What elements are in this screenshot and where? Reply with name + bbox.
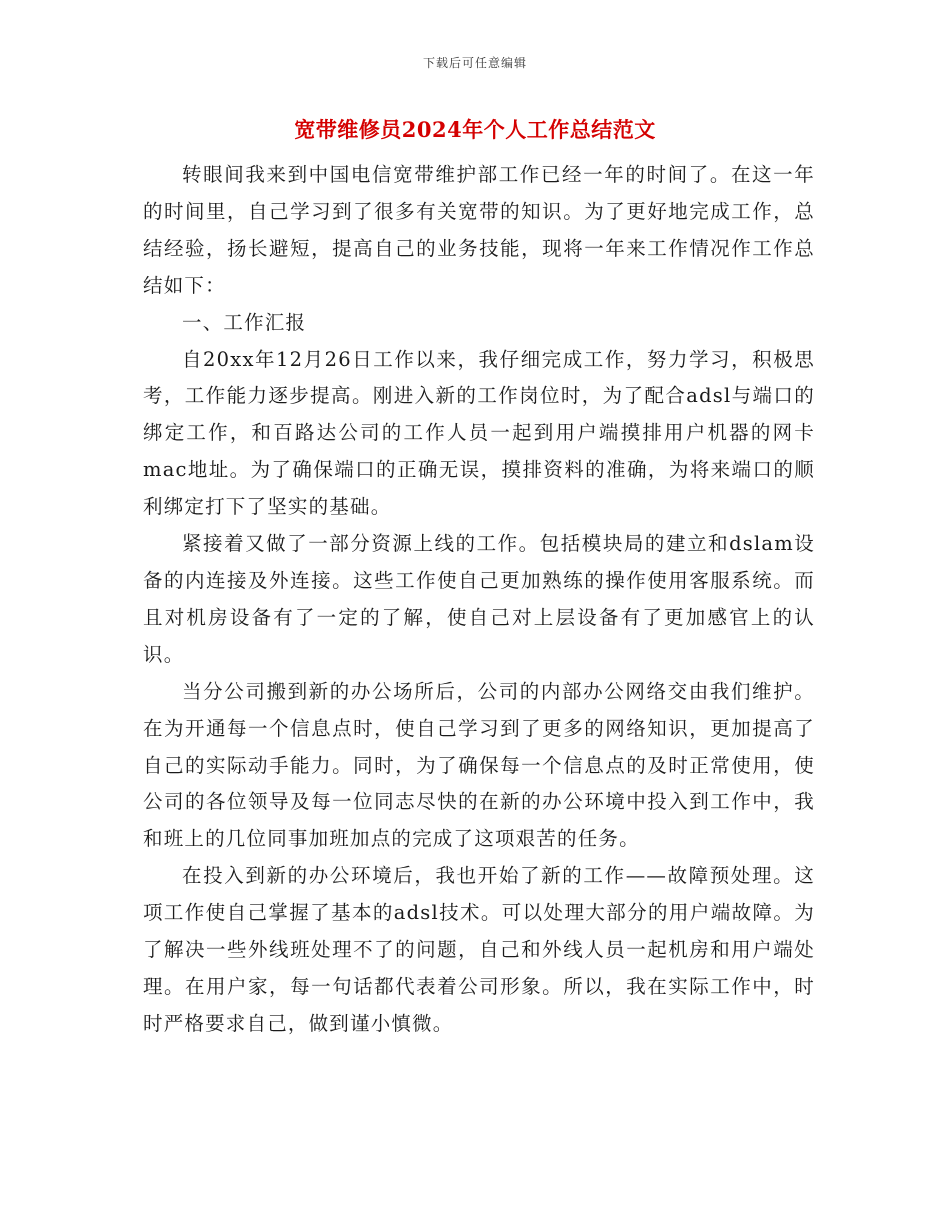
body-paragraph: 紧接着又做了一部分资源上线的工作。包括模块局的建立和dslam设备的内连接及外连接。这些工作使自己更加熟练的操作使用客服系统。而且对机房设备有了一定的了解，使自己对上层设备有了更加感官上的认识。 — [143, 532, 815, 666]
page-header-note: 下载后可任意编辑 — [422, 56, 527, 70]
body-paragraph: 自20xx年12月26日工作以来，我仔细完成工作，努力学习，积极思考，工作能力逐步提高。刚进入新的工作岗位时，为了配合adsl与端口的绑定工作，和百路达公司的工作人员一起到用户端摸排用户机器的网卡mac地址。为了确保端口的正确无误，摸排资料的准确，为将来端口的顺利绑定打下了坚实的基础。 — [143, 347, 815, 519]
body-paragraph: 当分公司搬到新的办公场所后，公司的内部办公网络交由我们维护。在为开通每一个信息点时，使自己学习到了更多的网络知识，更加提高了自己的实际动手能力。同时，为了确保每一个信息点的及时正常使用，使公司的各位领导及每一位同志尽快的在新的办公环境中投入到工作中，我和班上的几位同事加班加点的完成了这项艰苦的任务。 — [143, 679, 815, 851]
section-heading-work-report: 一、工作汇报 — [182, 310, 307, 334]
intro-paragraph: 转眼间我来到中国电信宽带维护部工作已经一年的时间了。在这一年的时间里，自己学习到了很多有关宽带的知识。为了更好地完成工作，总结经验，扬长避短，提高自己的业务技能，现将一年来工作情况作工作总结如下： — [143, 163, 815, 297]
document-title: 宽带维修员2024年个人工作总结范文 — [294, 117, 656, 142]
body-paragraph: 在投入到新的办公环境后，我也开始了新的工作——故障预处理。这项工作使自己掌握了基本的adsl技术。可以处理大部分的用户端故障。为了解决一些外线班处理不了的问题，自己和外线人员一起机房和用户端处理。在用户家，每一句话都代表着公司形象。所以，我在实际工作中，时时严格要求自己，做到谨小慎微。 — [143, 864, 815, 1035]
document-body — [143, 157, 815, 1043]
